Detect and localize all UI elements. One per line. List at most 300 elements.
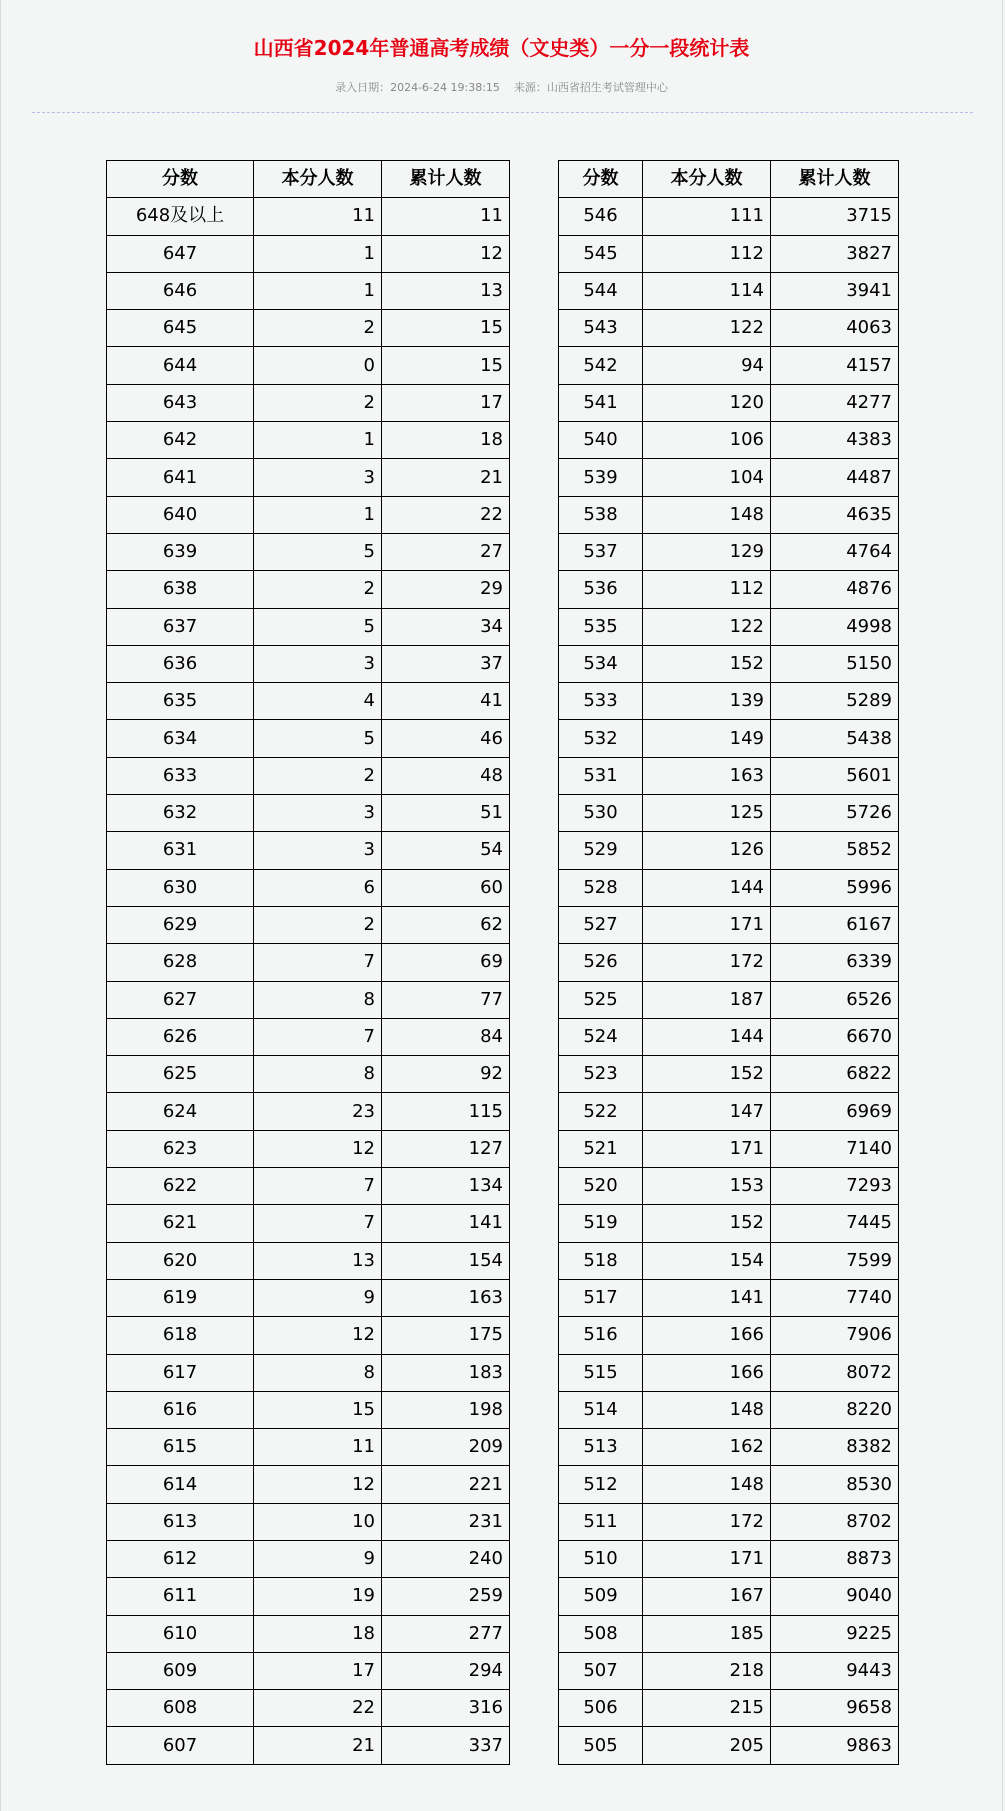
cell-cumulative: 3941 bbox=[771, 272, 899, 309]
cell-cumulative: 259 bbox=[382, 1578, 510, 1615]
cell-score: 624 bbox=[107, 1093, 254, 1130]
cell-cumulative: 5996 bbox=[771, 869, 899, 906]
cell-score: 522 bbox=[559, 1093, 643, 1130]
cell-score: 639 bbox=[107, 533, 254, 570]
cell-count: 4 bbox=[254, 683, 382, 720]
cell-cumulative: 4998 bbox=[771, 608, 899, 645]
table-row bbox=[559, 645, 899, 682]
cell-score: 508 bbox=[559, 1615, 643, 1652]
table-row bbox=[107, 1018, 510, 1055]
cell-score: 530 bbox=[559, 795, 643, 832]
cell-cumulative: 6822 bbox=[771, 1056, 899, 1093]
cell-cumulative: 6339 bbox=[771, 944, 899, 981]
cell-score: 512 bbox=[559, 1466, 643, 1503]
cell-cumulative: 54 bbox=[382, 832, 510, 869]
cell-score: 523 bbox=[559, 1056, 643, 1093]
cell-count: 154 bbox=[643, 1242, 771, 1279]
cell-count: 5 bbox=[254, 533, 382, 570]
table-row bbox=[559, 869, 899, 906]
cell-cumulative: 7293 bbox=[771, 1168, 899, 1205]
page-title: 山西省2024年普通高考成绩（文史类）一分一段统计表 bbox=[253, 36, 750, 60]
cell-score: 538 bbox=[559, 496, 643, 533]
cell-count: 152 bbox=[643, 1056, 771, 1093]
cell-cumulative: 9040 bbox=[771, 1578, 899, 1615]
table-row bbox=[559, 608, 899, 645]
table-row bbox=[559, 1168, 899, 1205]
cell-score: 529 bbox=[559, 832, 643, 869]
table-row bbox=[107, 1578, 510, 1615]
cell-count: 144 bbox=[643, 1018, 771, 1055]
table-row bbox=[107, 347, 510, 384]
table-row bbox=[559, 459, 899, 496]
cell-cumulative: 51 bbox=[382, 795, 510, 832]
cell-count: 3 bbox=[254, 832, 382, 869]
cell-count: 172 bbox=[643, 944, 771, 981]
cell-score: 544 bbox=[559, 272, 643, 309]
table-row bbox=[559, 1690, 899, 1727]
table-row bbox=[559, 1242, 899, 1279]
table-row bbox=[107, 1615, 510, 1652]
cell-cumulative: 5601 bbox=[771, 757, 899, 794]
cell-cumulative: 9863 bbox=[771, 1727, 899, 1764]
cell-score: 628 bbox=[107, 944, 254, 981]
cell-score: 535 bbox=[559, 608, 643, 645]
table-row bbox=[107, 1242, 510, 1279]
table-row bbox=[107, 198, 510, 235]
score-table-left bbox=[106, 160, 510, 1765]
cell-cumulative: 9443 bbox=[771, 1652, 899, 1689]
cell-cumulative: 46 bbox=[382, 720, 510, 757]
cell-score: 532 bbox=[559, 720, 643, 757]
table-row bbox=[107, 944, 510, 981]
cell-count: 2 bbox=[254, 384, 382, 421]
cell-score: 506 bbox=[559, 1690, 643, 1727]
cell-count: 2 bbox=[254, 310, 382, 347]
cell-score: 541 bbox=[559, 384, 643, 421]
divider bbox=[32, 112, 973, 113]
cell-score: 514 bbox=[559, 1391, 643, 1428]
cell-count: 94 bbox=[643, 347, 771, 384]
cell-count: 172 bbox=[643, 1503, 771, 1540]
cell-score: 620 bbox=[107, 1242, 254, 1279]
cell-score: 505 bbox=[559, 1727, 643, 1764]
cell-cumulative: 8220 bbox=[771, 1391, 899, 1428]
cell-score: 507 bbox=[559, 1652, 643, 1689]
table-row bbox=[107, 1093, 510, 1130]
cell-cumulative: 134 bbox=[382, 1168, 510, 1205]
cell-score: 616 bbox=[107, 1391, 254, 1428]
table-row bbox=[107, 683, 510, 720]
table-row bbox=[107, 1279, 510, 1316]
table-row bbox=[107, 1317, 510, 1354]
cell-count: 215 bbox=[643, 1690, 771, 1727]
table-row bbox=[107, 459, 510, 496]
cell-count: 15 bbox=[254, 1391, 382, 1428]
cell-count: 111 bbox=[643, 198, 771, 235]
cell-cumulative: 277 bbox=[382, 1615, 510, 1652]
table-row bbox=[559, 1317, 899, 1354]
cell-score: 619 bbox=[107, 1279, 254, 1316]
cell-count: 125 bbox=[643, 795, 771, 832]
table-row bbox=[107, 496, 510, 533]
table-row bbox=[107, 1429, 510, 1466]
cell-score: 519 bbox=[559, 1205, 643, 1242]
cell-cumulative: 3715 bbox=[771, 198, 899, 235]
cell-count: 8 bbox=[254, 1056, 382, 1093]
cell-score: 643 bbox=[107, 384, 254, 421]
cell-score: 525 bbox=[559, 981, 643, 1018]
cell-count: 7 bbox=[254, 1018, 382, 1055]
cell-count: 106 bbox=[643, 422, 771, 459]
table-row bbox=[559, 1354, 899, 1391]
table-row bbox=[559, 906, 899, 943]
cell-score: 531 bbox=[559, 757, 643, 794]
cell-count: 104 bbox=[643, 459, 771, 496]
table-row bbox=[107, 906, 510, 943]
cell-cumulative: 29 bbox=[382, 571, 510, 608]
cell-cumulative: 15 bbox=[382, 347, 510, 384]
cell-score: 612 bbox=[107, 1540, 254, 1577]
cell-score: 630 bbox=[107, 869, 254, 906]
table-row bbox=[559, 1205, 899, 1242]
cell-count: 12 bbox=[254, 1130, 382, 1167]
cell-cumulative: 69 bbox=[382, 944, 510, 981]
cell-count: 112 bbox=[643, 571, 771, 608]
cell-count: 166 bbox=[643, 1317, 771, 1354]
cell-score: 545 bbox=[559, 235, 643, 272]
cell-cumulative: 21 bbox=[382, 459, 510, 496]
table-row bbox=[559, 1466, 899, 1503]
cell-score: 533 bbox=[559, 683, 643, 720]
cell-score: 648及以上 bbox=[107, 198, 254, 235]
cell-count: 152 bbox=[643, 645, 771, 682]
cell-count: 21 bbox=[254, 1727, 382, 1764]
cell-count: 6 bbox=[254, 869, 382, 906]
cell-count: 163 bbox=[643, 757, 771, 794]
cell-cumulative: 221 bbox=[382, 1466, 510, 1503]
cell-cumulative: 183 bbox=[382, 1354, 510, 1391]
cell-score: 611 bbox=[107, 1578, 254, 1615]
table-row bbox=[107, 310, 510, 347]
cell-cumulative: 4383 bbox=[771, 422, 899, 459]
cell-count: 1 bbox=[254, 272, 382, 309]
cell-count: 112 bbox=[643, 235, 771, 272]
cell-cumulative: 9225 bbox=[771, 1615, 899, 1652]
table-row bbox=[559, 1727, 899, 1764]
table-row bbox=[559, 1503, 899, 1540]
table-row bbox=[107, 981, 510, 1018]
cell-count: 22 bbox=[254, 1690, 382, 1727]
cell-score: 621 bbox=[107, 1205, 254, 1242]
cell-score: 528 bbox=[559, 869, 643, 906]
cell-count: 148 bbox=[643, 1466, 771, 1503]
cell-cumulative: 41 bbox=[382, 683, 510, 720]
cell-score: 615 bbox=[107, 1429, 254, 1466]
cell-cumulative: 4277 bbox=[771, 384, 899, 421]
cell-score: 608 bbox=[107, 1690, 254, 1727]
cell-score: 607 bbox=[107, 1727, 254, 1764]
table-row bbox=[107, 571, 510, 608]
cell-cumulative: 6969 bbox=[771, 1093, 899, 1130]
table-row bbox=[559, 1540, 899, 1577]
cell-count: 148 bbox=[643, 1391, 771, 1428]
cell-count: 19 bbox=[254, 1578, 382, 1615]
table-row bbox=[559, 832, 899, 869]
table-row bbox=[559, 720, 899, 757]
cell-cumulative: 5150 bbox=[771, 645, 899, 682]
cell-score: 518 bbox=[559, 1242, 643, 1279]
cell-score: 642 bbox=[107, 422, 254, 459]
cell-cumulative: 294 bbox=[382, 1652, 510, 1689]
cell-cumulative: 8530 bbox=[771, 1466, 899, 1503]
cell-cumulative: 337 bbox=[382, 1727, 510, 1764]
cell-cumulative: 6526 bbox=[771, 981, 899, 1018]
cell-count: 9 bbox=[254, 1279, 382, 1316]
table-row bbox=[559, 1279, 899, 1316]
cell-count: 12 bbox=[254, 1466, 382, 1503]
cell-score: 647 bbox=[107, 235, 254, 272]
cell-score: 637 bbox=[107, 608, 254, 645]
table-row bbox=[107, 1652, 510, 1689]
cell-count: 0 bbox=[254, 347, 382, 384]
cell-cumulative: 127 bbox=[382, 1130, 510, 1167]
table-row bbox=[107, 1354, 510, 1391]
cell-count: 171 bbox=[643, 1130, 771, 1167]
cell-count: 144 bbox=[643, 869, 771, 906]
cell-cumulative: 27 bbox=[382, 533, 510, 570]
cell-count: 166 bbox=[643, 1354, 771, 1391]
column-header-cumulative: 累计人数 bbox=[382, 161, 510, 198]
table-row bbox=[107, 1540, 510, 1577]
table-row bbox=[559, 1391, 899, 1428]
cell-count: 11 bbox=[254, 1429, 382, 1466]
cell-score: 613 bbox=[107, 1503, 254, 1540]
cell-count: 7 bbox=[254, 944, 382, 981]
cell-count: 152 bbox=[643, 1205, 771, 1242]
column-header-score: 分数 bbox=[107, 161, 254, 198]
cell-count: 129 bbox=[643, 533, 771, 570]
cell-cumulative: 84 bbox=[382, 1018, 510, 1055]
cell-cumulative: 18 bbox=[382, 422, 510, 459]
cell-cumulative: 48 bbox=[382, 757, 510, 794]
cell-score: 633 bbox=[107, 757, 254, 794]
table-row bbox=[559, 384, 899, 421]
cell-score: 640 bbox=[107, 496, 254, 533]
table-row bbox=[559, 944, 899, 981]
table-row bbox=[559, 198, 899, 235]
table-row bbox=[559, 571, 899, 608]
cell-count: 171 bbox=[643, 906, 771, 943]
cell-cumulative: 37 bbox=[382, 645, 510, 682]
cell-score: 510 bbox=[559, 1540, 643, 1577]
cell-count: 187 bbox=[643, 981, 771, 1018]
cell-score: 534 bbox=[559, 645, 643, 682]
cell-score: 511 bbox=[559, 1503, 643, 1540]
cell-cumulative: 60 bbox=[382, 869, 510, 906]
cell-count: 10 bbox=[254, 1503, 382, 1540]
cell-count: 148 bbox=[643, 496, 771, 533]
table-row bbox=[107, 272, 510, 309]
cell-score: 527 bbox=[559, 906, 643, 943]
cell-cumulative: 3827 bbox=[771, 235, 899, 272]
cell-cumulative: 7906 bbox=[771, 1317, 899, 1354]
cell-score: 634 bbox=[107, 720, 254, 757]
cell-cumulative: 12 bbox=[382, 235, 510, 272]
cell-count: 8 bbox=[254, 981, 382, 1018]
cell-cumulative: 231 bbox=[382, 1503, 510, 1540]
cell-cumulative: 77 bbox=[382, 981, 510, 1018]
cell-count: 218 bbox=[643, 1652, 771, 1689]
cell-score: 644 bbox=[107, 347, 254, 384]
cell-score: 645 bbox=[107, 310, 254, 347]
cell-count: 13 bbox=[254, 1242, 382, 1279]
table-row bbox=[559, 795, 899, 832]
entry-date: 录入日期：2024-6-24 19:38:15 bbox=[335, 81, 500, 94]
cell-count: 1 bbox=[254, 496, 382, 533]
cell-cumulative: 7740 bbox=[771, 1279, 899, 1316]
table-row bbox=[107, 533, 510, 570]
table-row bbox=[107, 384, 510, 421]
cell-cumulative: 163 bbox=[382, 1279, 510, 1316]
cell-cumulative: 22 bbox=[382, 496, 510, 533]
table-header-row bbox=[107, 161, 510, 198]
cell-cumulative: 5726 bbox=[771, 795, 899, 832]
cell-score: 617 bbox=[107, 1354, 254, 1391]
cell-cumulative: 4876 bbox=[771, 571, 899, 608]
column-header-count: 本分人数 bbox=[643, 161, 771, 198]
cell-score: 631 bbox=[107, 832, 254, 869]
cell-count: 167 bbox=[643, 1578, 771, 1615]
cell-score: 537 bbox=[559, 533, 643, 570]
table-row bbox=[107, 757, 510, 794]
cell-count: 162 bbox=[643, 1429, 771, 1466]
cell-cumulative: 141 bbox=[382, 1205, 510, 1242]
table-row bbox=[559, 1578, 899, 1615]
table-row bbox=[559, 496, 899, 533]
column-header-count: 本分人数 bbox=[254, 161, 382, 198]
cell-score: 638 bbox=[107, 571, 254, 608]
table-header-row bbox=[559, 161, 899, 198]
cell-count: 149 bbox=[643, 720, 771, 757]
cell-cumulative: 11 bbox=[382, 198, 510, 235]
cell-score: 646 bbox=[107, 272, 254, 309]
cell-score: 627 bbox=[107, 981, 254, 1018]
table-row bbox=[107, 422, 510, 459]
cell-cumulative: 13 bbox=[382, 272, 510, 309]
table-row bbox=[107, 1466, 510, 1503]
cell-count: 5 bbox=[254, 608, 382, 645]
cell-cumulative: 5438 bbox=[771, 720, 899, 757]
table-row bbox=[559, 272, 899, 309]
table-row bbox=[559, 1018, 899, 1055]
cell-count: 114 bbox=[643, 272, 771, 309]
table-row bbox=[559, 533, 899, 570]
cell-cumulative: 7599 bbox=[771, 1242, 899, 1279]
column-header-cumulative: 累计人数 bbox=[771, 161, 899, 198]
table-row bbox=[107, 235, 510, 272]
table-row bbox=[559, 1093, 899, 1130]
cell-count: 139 bbox=[643, 683, 771, 720]
cell-cumulative: 6670 bbox=[771, 1018, 899, 1055]
cell-cumulative: 6167 bbox=[771, 906, 899, 943]
table-row bbox=[107, 1168, 510, 1205]
table-row bbox=[107, 1130, 510, 1167]
table-row bbox=[107, 1690, 510, 1727]
cell-cumulative: 8873 bbox=[771, 1540, 899, 1577]
cell-score: 509 bbox=[559, 1578, 643, 1615]
cell-count: 7 bbox=[254, 1205, 382, 1242]
table-row bbox=[559, 1652, 899, 1689]
cell-cumulative: 9658 bbox=[771, 1690, 899, 1727]
cell-cumulative: 8382 bbox=[771, 1429, 899, 1466]
column-header-score: 分数 bbox=[559, 161, 643, 198]
cell-score: 609 bbox=[107, 1652, 254, 1689]
table-row bbox=[107, 795, 510, 832]
cell-cumulative: 7445 bbox=[771, 1205, 899, 1242]
cell-score: 539 bbox=[559, 459, 643, 496]
cell-score: 546 bbox=[559, 198, 643, 235]
table-row bbox=[559, 347, 899, 384]
cell-score: 513 bbox=[559, 1429, 643, 1466]
cell-score: 536 bbox=[559, 571, 643, 608]
table-row bbox=[559, 981, 899, 1018]
cell-count: 1 bbox=[254, 235, 382, 272]
table-row bbox=[107, 1391, 510, 1428]
cell-score: 516 bbox=[559, 1317, 643, 1354]
cell-cumulative: 4063 bbox=[771, 310, 899, 347]
cell-cumulative: 4487 bbox=[771, 459, 899, 496]
cell-count: 17 bbox=[254, 1652, 382, 1689]
table-row bbox=[559, 310, 899, 347]
cell-count: 2 bbox=[254, 906, 382, 943]
table-row bbox=[559, 757, 899, 794]
cell-cumulative: 8702 bbox=[771, 1503, 899, 1540]
cell-cumulative: 8072 bbox=[771, 1354, 899, 1391]
table-row bbox=[559, 235, 899, 272]
cell-cumulative: 15 bbox=[382, 310, 510, 347]
table-row bbox=[107, 720, 510, 757]
cell-count: 122 bbox=[643, 608, 771, 645]
table-row bbox=[107, 608, 510, 645]
cell-count: 3 bbox=[254, 645, 382, 682]
cell-count: 9 bbox=[254, 1540, 382, 1577]
cell-cumulative: 154 bbox=[382, 1242, 510, 1279]
cell-score: 636 bbox=[107, 645, 254, 682]
cell-cumulative: 5852 bbox=[771, 832, 899, 869]
cell-score: 626 bbox=[107, 1018, 254, 1055]
cell-count: 2 bbox=[254, 571, 382, 608]
cell-score: 641 bbox=[107, 459, 254, 496]
cell-score: 625 bbox=[107, 1056, 254, 1093]
cell-count: 11 bbox=[254, 198, 382, 235]
cell-score: 515 bbox=[559, 1354, 643, 1391]
cell-score: 540 bbox=[559, 422, 643, 459]
score-table-right bbox=[558, 160, 899, 1765]
cell-count: 205 bbox=[643, 1727, 771, 1764]
cell-count: 3 bbox=[254, 795, 382, 832]
table-row bbox=[559, 683, 899, 720]
cell-count: 12 bbox=[254, 1317, 382, 1354]
cell-cumulative: 5289 bbox=[771, 683, 899, 720]
cell-score: 635 bbox=[107, 683, 254, 720]
cell-count: 153 bbox=[643, 1168, 771, 1205]
cell-score: 542 bbox=[559, 347, 643, 384]
table-row bbox=[107, 1056, 510, 1093]
cell-score: 614 bbox=[107, 1466, 254, 1503]
cell-count: 18 bbox=[254, 1615, 382, 1652]
cell-count: 120 bbox=[643, 384, 771, 421]
cell-score: 632 bbox=[107, 795, 254, 832]
